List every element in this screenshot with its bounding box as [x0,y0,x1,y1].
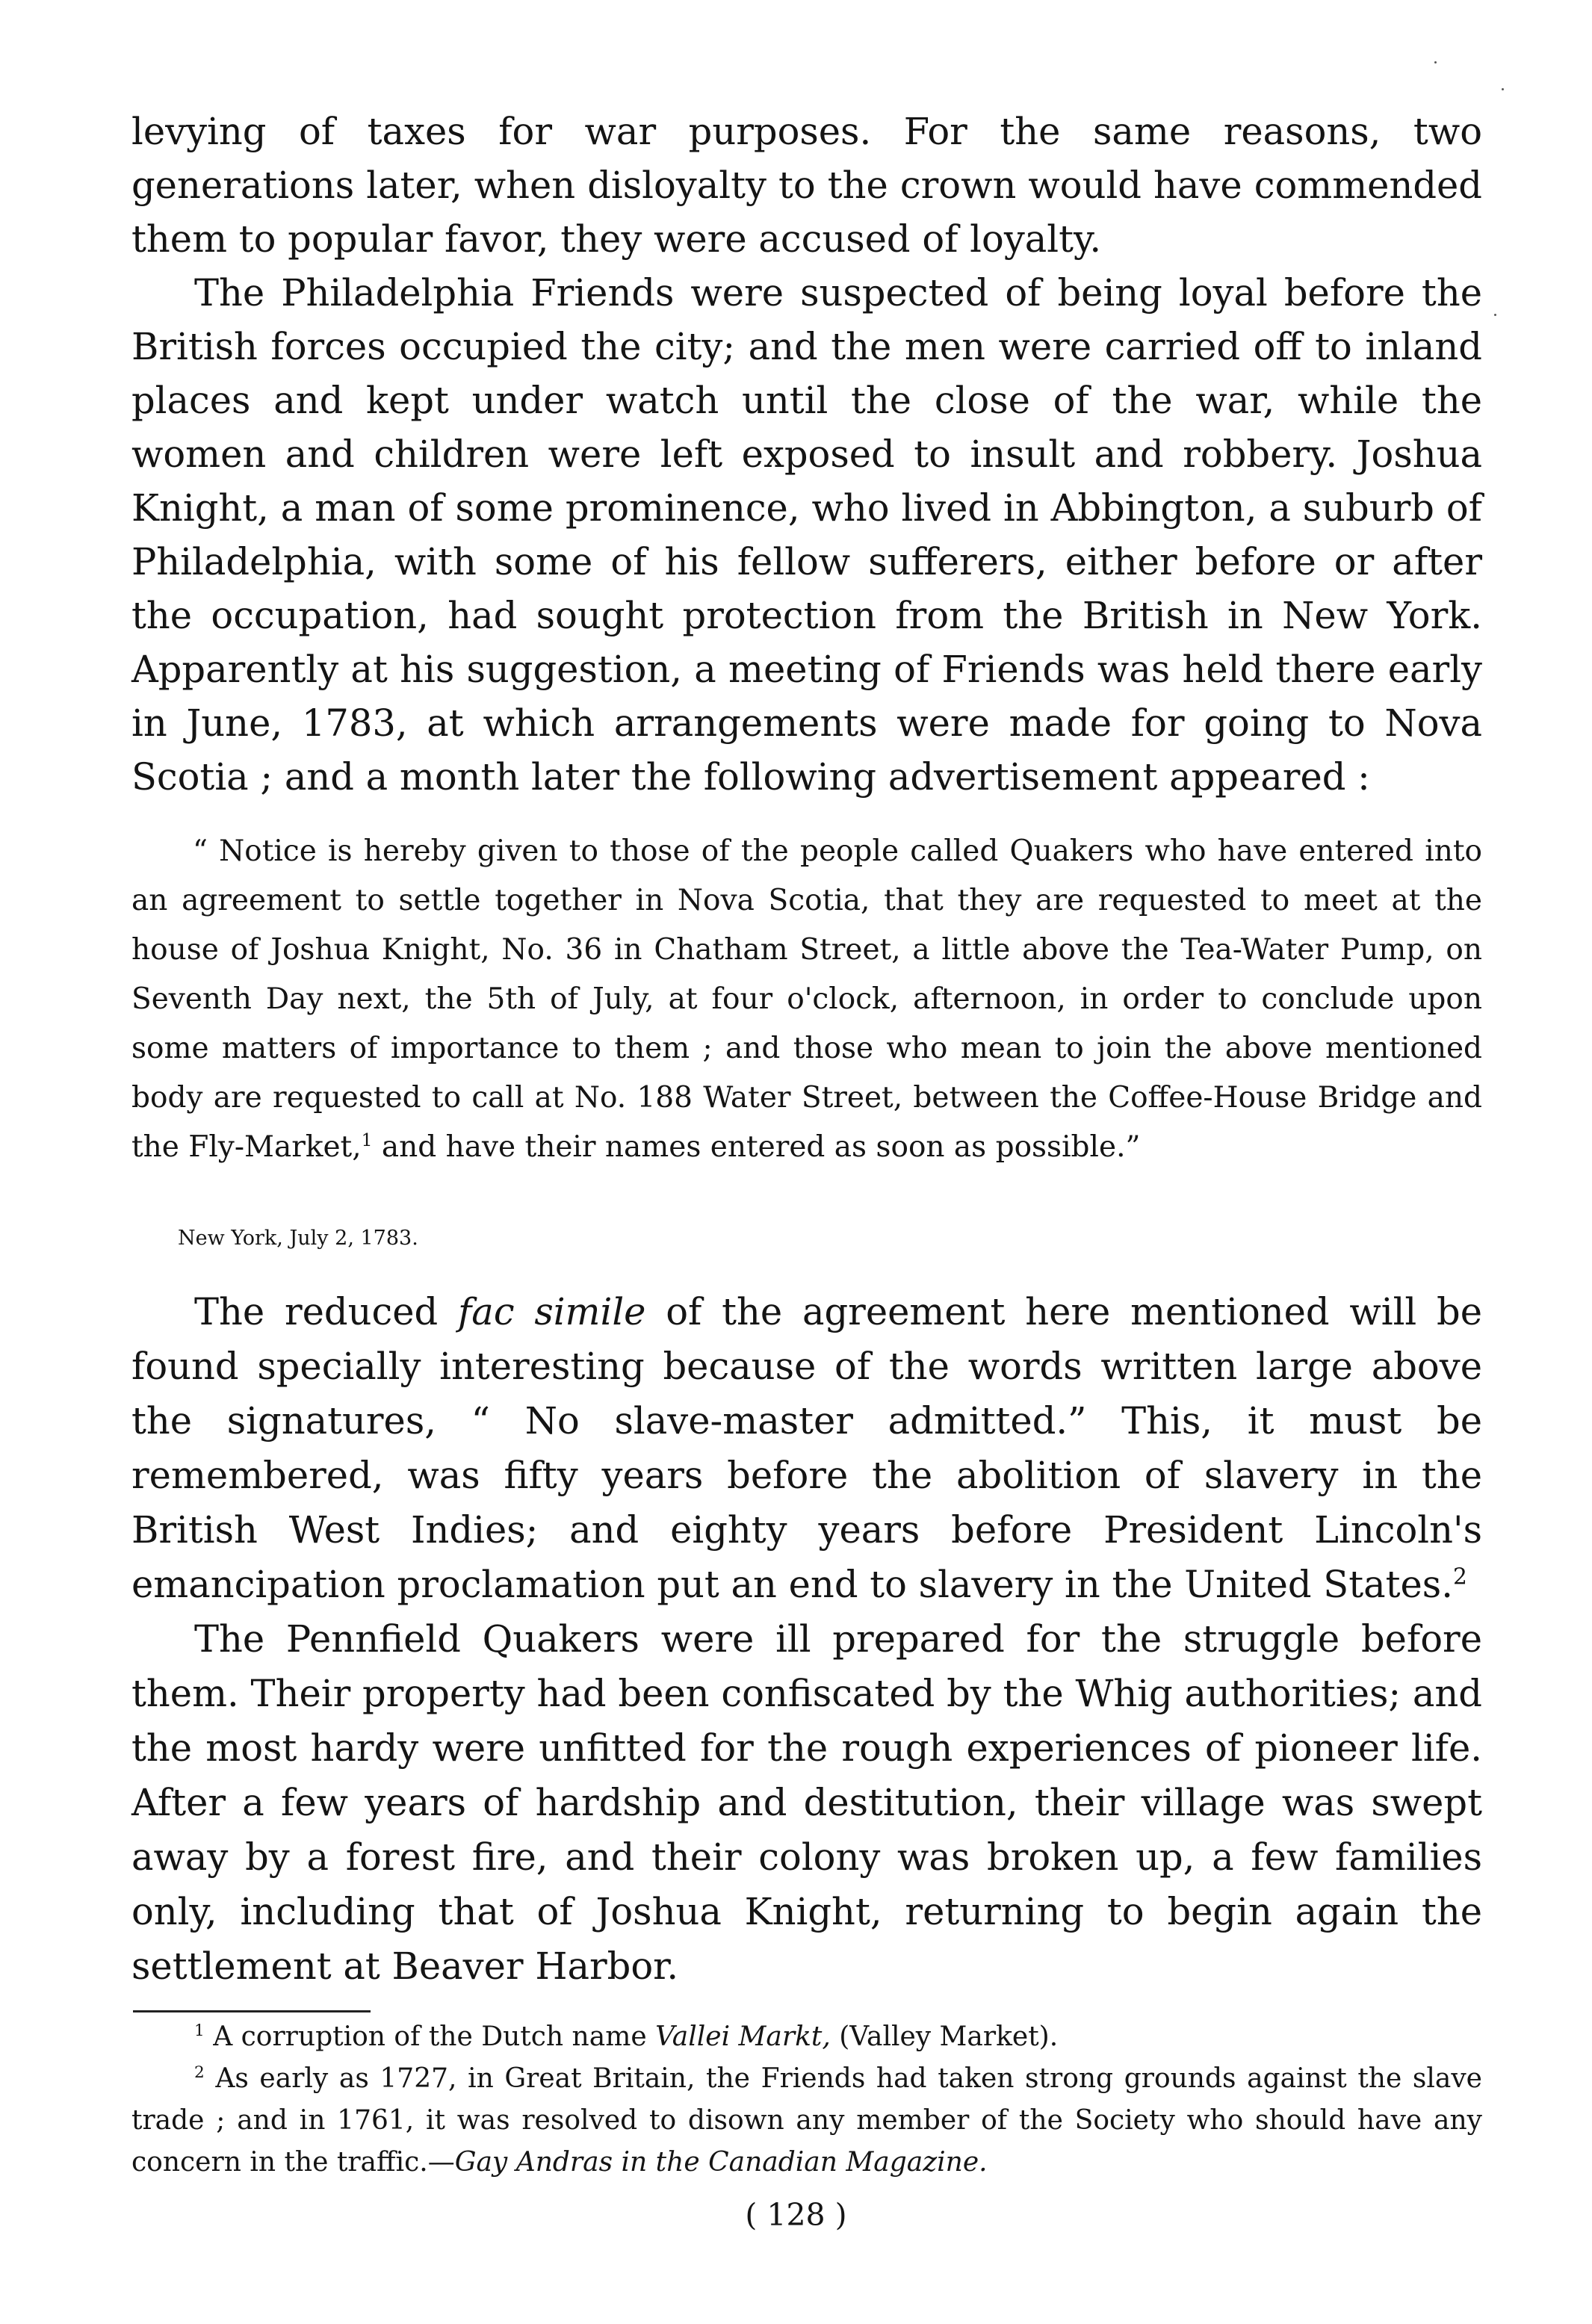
italic-text: fac simile [457,1290,646,1333]
text-run: of the agreement here mentioned will be found specially interesting because of the words written large above the signatures, “ No slave-master admitted.” This, it must be remembered, was fifty years before the abolition of slavery in the British West Indies; and eighty years before President Lincoln's emancipation proclamation put an end to slavery in the United States. [131,1290,1483,1606]
footnotes [131,2016,1482,2184]
paragraph [131,1285,1482,1612]
ink-speck [1494,314,1496,316]
paragraph: The Philadelphia Friends were suspected of being loyal before the British forces occupied the city; and the men were carried off to inland places and kept under watch until the close of the war, while the women and children were left exposed to insult and robbery. Joshua Knight, a man of some prominence, who lived in Abbington, a suburb of Philadelphia, with some of his fellow sufferers, either before or after the occupation, had sought protection from the British in New York. Apparently at his suggestion, a meeting of Friends was held there early in June, 1783, at which arrangements were made for going to Nova Scotia ; and a month later the following advertisement appeared : [131,271,1482,799]
footnote-marker: 1 [194,2021,205,2040]
ink-speck [1502,88,1504,90]
quote-text [131,827,1482,1172]
footnote [131,2016,1482,2058]
footnote [131,2058,1482,2184]
quote-dateline: New York, July 2, 1783. [178,1227,418,1250]
quote-text-part: “ Notice is hereby given to those of the people called Quakers who have entered into an agreement to settle together in Nova Scotia, that they are requested to meet at the house of Joshua Knight, No. 36 in Chatham Street, a little above the Tea-Water Pump, on Seventh Day next, the 5th of July, at four o'clock, afternoon, in order to conclude upon some matters of importance to them ; and those who mean to join the above mentioned body are requested to call at No. 188 Water Street, between the Coffee-House Bridge and the Fly-Market, [131,834,1482,1164]
text-run: The reduced [194,1290,458,1333]
italic-text: Gay Andras in the Canadian Magazine. [454,2147,988,2178]
text-run: A corruption of the Dutch name [204,2021,656,2052]
footnote-rule [133,2010,371,2012]
text-run: As early as 1727, in Great Britain, the Friends had taken strong grounds against the slave trade ; and in 1761, it was resolved to disown any member of the Society who should have any concern in the traffic.— [131,2063,1482,2178]
paragraph: The Pennfield Quakers were ill prepared for the struggle before them. Their property had been confiscated by the Whig authorities; and the most hardy were unfitted for the rough experiences of pioneer life. After a few years of hardship and destitution, their village was swept away by a forest fire, and their colony was broken up, a few families only, including that of Joshua Knight, returning to begin again the settlement at Beaver Harbor. [131,1617,1482,1988]
page-number: ( 128 ) [745,2197,847,2233]
quote-text-part: and have their names entered as soon as possible.” [372,1130,1141,1164]
main-text-continued [131,1285,1482,1994]
footnote-marker: 2 [194,2063,205,2082]
main-text [131,105,1482,804]
text-run: (Valley Market). [830,2021,1059,2052]
italic-text: Vallei Markt, [655,2021,831,2052]
ink-speck [1434,61,1437,63]
paragraph: levying of taxes for war purposes. For the same reasons, two generations later, when disloyalty to the crown would have commended them to popular favor, they were accused of loyalty. [131,110,1482,261]
footnote-marker: 2 [1452,1564,1467,1590]
advertisement-quote [131,827,1482,1172]
footnote-marker: 1 [361,1130,373,1150]
